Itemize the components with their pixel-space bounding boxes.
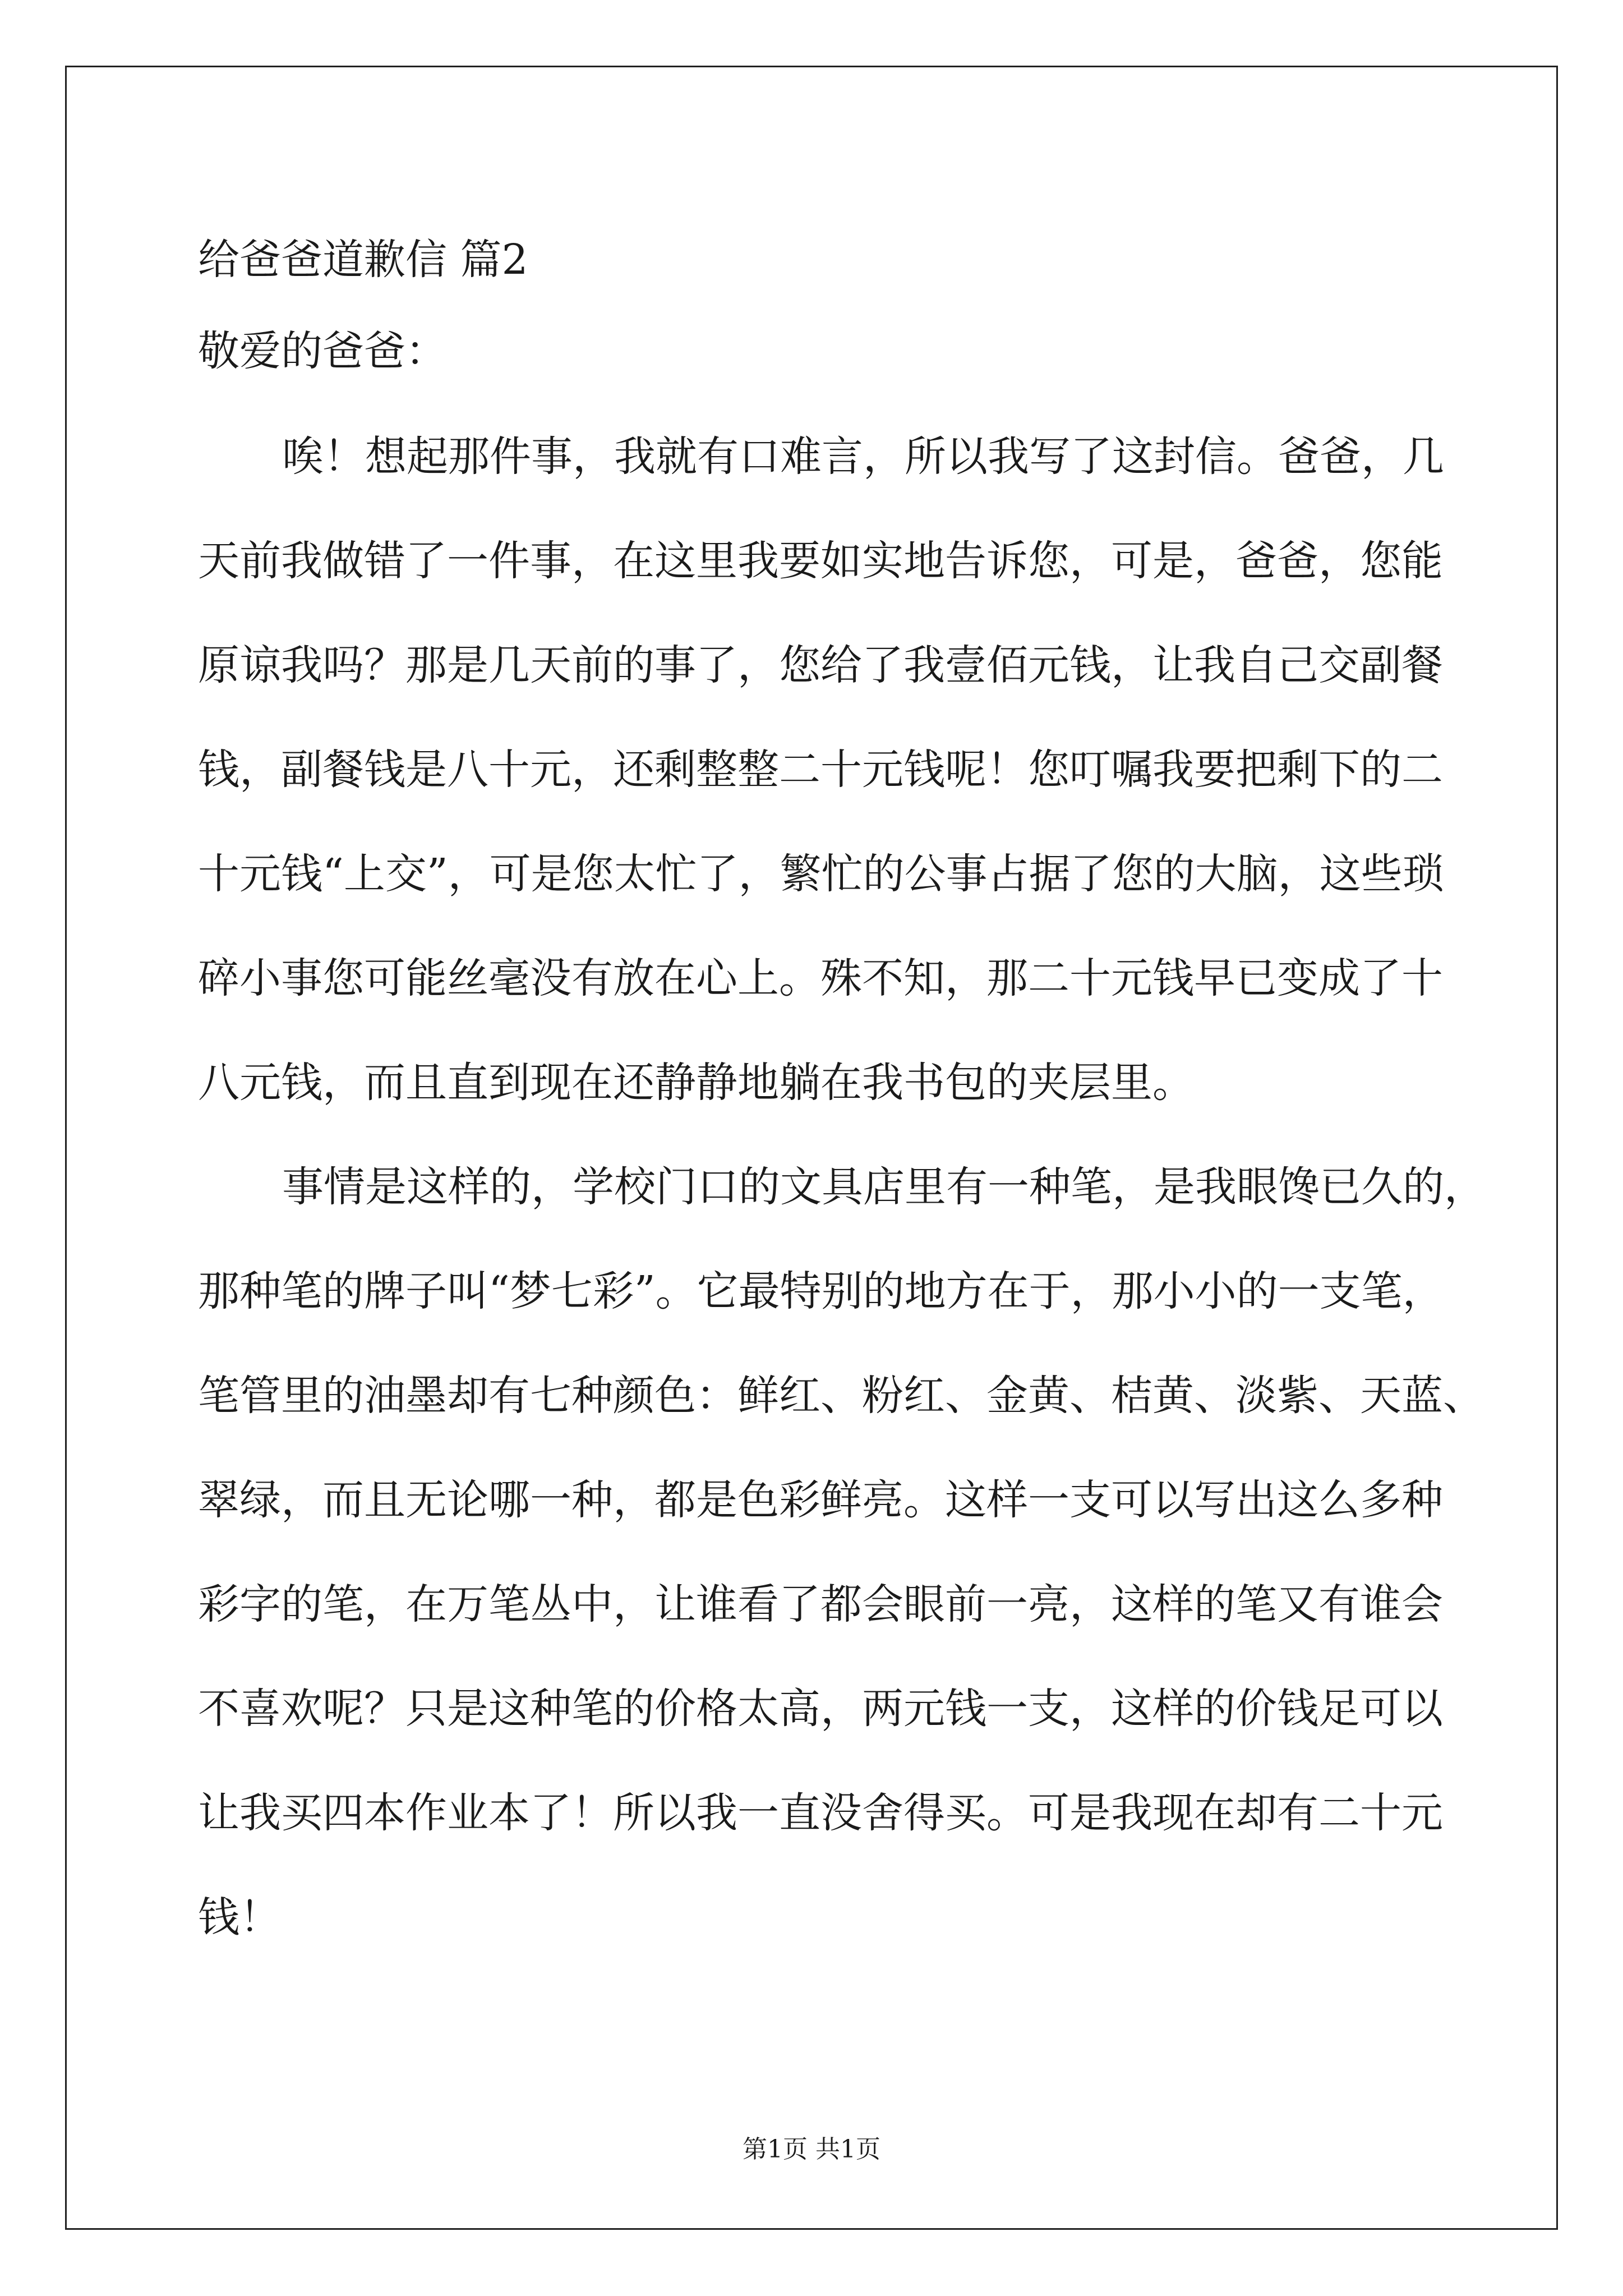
- paragraph-line: 原谅我吗？那是几天前的事了，您给了我壹佰元钱，让我自己交副餐: [198, 641, 1443, 689]
- paragraph-line: 彩字的笔，在万笔丛中，让谁看了都会眼前一亮，这样的笔又有谁会: [198, 1580, 1443, 1628]
- paragraph-line: 那种笔的牌子叫“梦七彩”。它最特别的地方在于，那小小的一支笔，: [198, 1267, 1444, 1315]
- document-title: 给爸爸道歉信 篇2: [198, 236, 528, 284]
- paragraph-line: 钱，副餐钱是八十元，还剩整整二十元钱呢！您叮嘱我要把剩下的二: [198, 746, 1443, 794]
- document-body: [198, 222, 1486, 1970]
- paragraph-line: 唉！想起那件事，我就有口难言，所以我写了这封信。爸爸，几: [282, 432, 1444, 481]
- paragraph-line: 十元钱“上交”，可是您太忙了，繁忙的公事占据了您的大脑，这些琐: [198, 850, 1444, 898]
- paragraph-line: 让我买四本作业本了！所以我一直没舍得买。可是我现在却有二十元: [198, 1789, 1443, 1837]
- salutation: 敬爱的爸爸：: [198, 327, 447, 375]
- paragraph-line: 翠绿，而且无论哪一种，都是色彩鲜亮。这样一支可以写出这么多种: [198, 1476, 1443, 1524]
- paragraph-line: 笔管里的油墨却有七种颜色：鲜红、粉红、金黄、桔黄、淡紫、天蓝、: [198, 1372, 1484, 1420]
- paragraph-2: [198, 1135, 1486, 1970]
- paragraph-line: 碎小事您可能丝毫没有放在心上。殊不知，那二十元钱早已变成了十: [198, 954, 1443, 1002]
- page-footer: 第1页 共1页: [743, 2135, 880, 2164]
- paragraph-line: 八元钱，而且直到现在还静静地躺在我书包的夹层里。: [198, 1059, 1194, 1107]
- paragraph-line: 钱！: [198, 1893, 281, 1941]
- paragraph-1: [198, 404, 1465, 1135]
- paragraph-line: 不喜欢呢？只是这种笔的价格太高，两元钱一支，这样的价钱足可以: [198, 1685, 1443, 1733]
- paragraph-line: 事情是这样的，学校门口的文具店里有一种笔，是我眼馋已久的，: [282, 1163, 1486, 1211]
- paragraph-line: 天前我做错了一件事，在这里我要如实地告诉您，可是，爸爸，您能: [198, 537, 1443, 585]
